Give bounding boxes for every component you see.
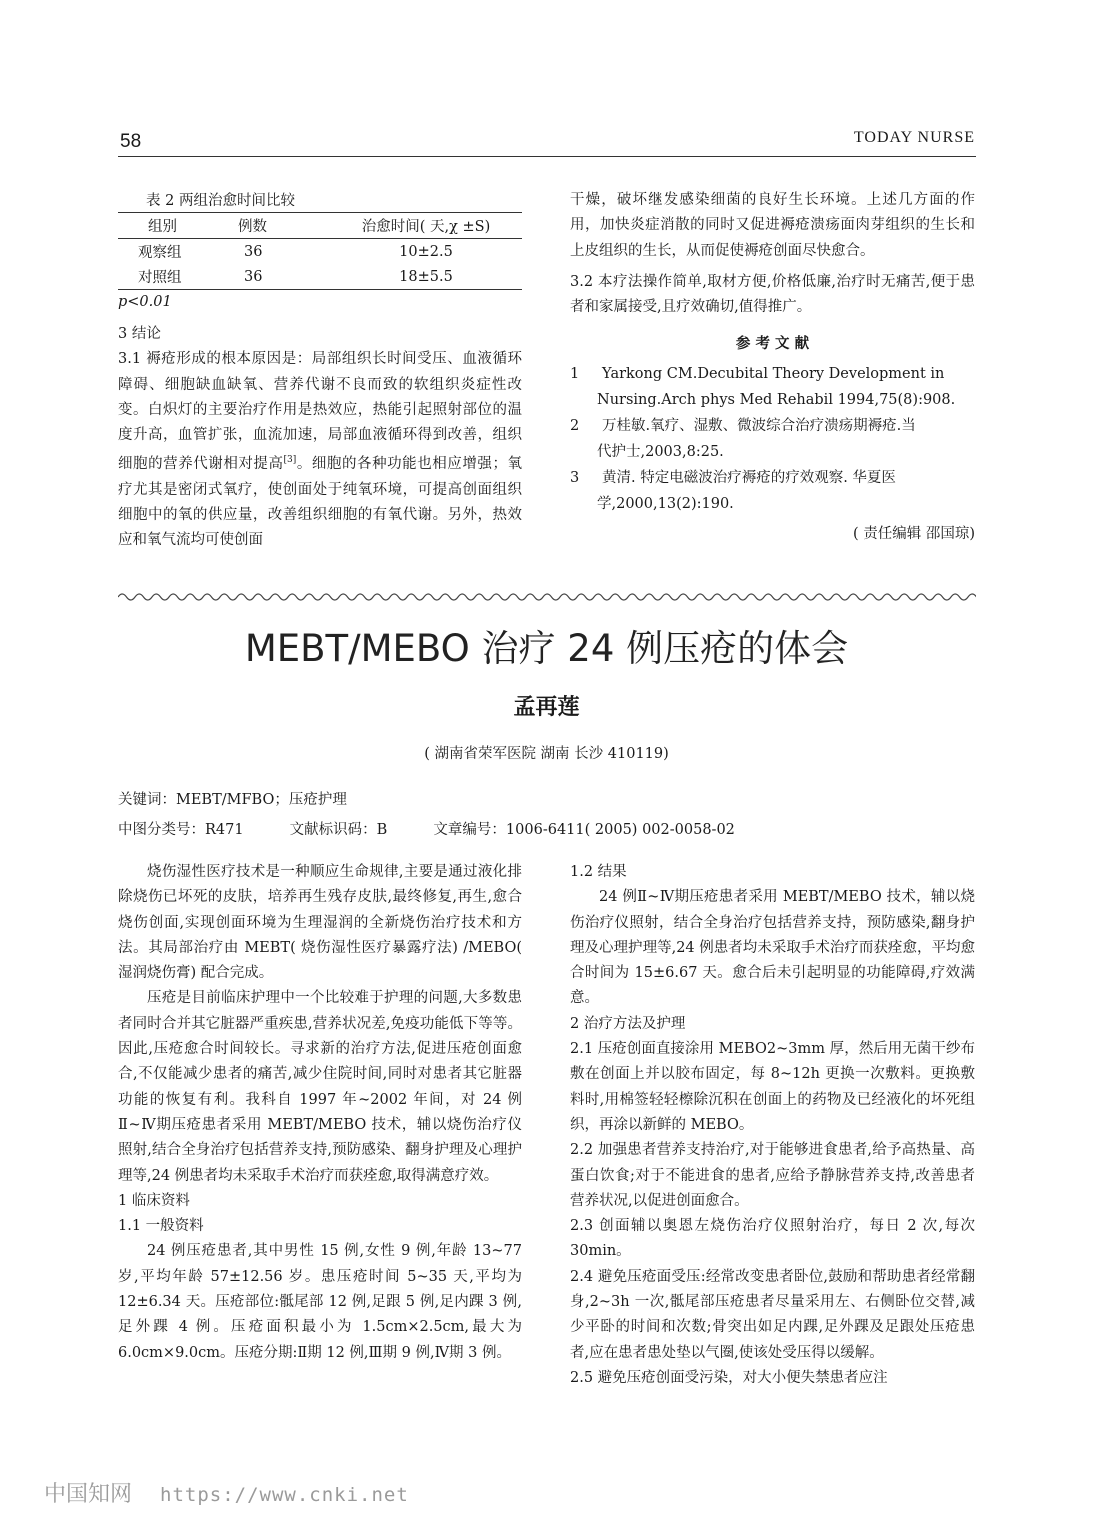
- section-heading: 2 治疗方法及护理: [570, 1015, 686, 1032]
- reference-item-cont: Nursing.Arch phys Med Rehabil 1994,75(8):908.: [597, 392, 956, 409]
- body-left-column: [118, 860, 522, 1366]
- table-cell: 对照组: [138, 270, 182, 286]
- table-header-cell: 治愈时间( 天,χ ±S): [361, 219, 491, 235]
- citation: [3]: [283, 455, 297, 466]
- table-row: [118, 239, 522, 265]
- table-row: [118, 264, 522, 290]
- article-keywords: 关键词：MEBT/MFBO；压疮护理: [118, 792, 347, 808]
- section-heading: 1.2 结果: [570, 864, 627, 880]
- references-list: [570, 361, 975, 517]
- header-rule: [118, 156, 976, 157]
- table-cell: 18±5.5: [399, 268, 453, 285]
- table-note: p<0.01: [118, 294, 172, 310]
- page-number: 58: [120, 131, 142, 152]
- table-caption: 表 2 两组治愈时间比较: [146, 193, 295, 209]
- paragraph: 压疮是目前临床护理中一个比较难于护理的问题,大多数患者同时合并其它脏器严重疾患,营养状况差,免疫功能低下等等。因此,压疮愈合时间较长。寻求新的治疗方法,促进压疮创面愈合,不仅能减少患者的痛苦,减少住院时间,同时对患者其它脏器功能的恢复有利。我科自 1997 年~2002 年间，对 24 例Ⅱ~Ⅳ期压疮患者采用 MEBT/MEBO 技术，辅以烧伤治疗仪照射,结合全身治疗包括营养支持,预防感染、翻身护理及心理护理等,24 例患者均未采取手术治疗而获痊愈,取得满意疗效。: [118, 990, 522, 1184]
- paragraph: 3.2 本疗法操作简单,取材方便,价格低廉,治疗时无痛苦,便于患者和家属接受,且疗效确切,值得推广。: [570, 273, 975, 316]
- references-title: 参 考 文 献: [735, 335, 810, 353]
- editor-note: ( 责任编辑 邵国琼): [852, 526, 975, 543]
- section-heading: 1.1 一般资料: [118, 1218, 204, 1235]
- table-cell: 36: [244, 268, 263, 285]
- reference-item-cont: 学,2000,13(2):190.: [597, 496, 734, 513]
- reference-item: 1 Yarkong CM.Decubital Theory Development in: [570, 366, 945, 383]
- cnki-watermark: [44, 1477, 409, 1508]
- paragraph: 干燥，破坏继发感染细菌的良好生长环境。上述几方面的作用，加快炎症消散的同时又促进褥疮溃疡面肉芽组织的生长和上皮组织的生长，从而促使褥疮创面尽快愈合。: [570, 192, 975, 259]
- section-heading: 3 结论: [118, 326, 161, 342]
- watermark-url: https://www.cnki.net: [160, 1484, 409, 1506]
- paragraph-text: 。细胞的各种功能也相应增强；氧疗尤其是密闭式氧疗，使创面处于纯氧环境，可提高创面组织细胞中的氧的供应量，改善组织细胞的有氧代谢。另外，热效应和氧气流均可使创面: [118, 456, 523, 549]
- table2: [118, 212, 522, 290]
- paragraph: [118, 347, 522, 553]
- paragraph: 烧伤湿性医疗技术是一种顺应生命规律,主要是通过液化排除烧伤已坏死的皮肤，培养再生残存皮肤,最终修复,再生,愈合烧伤创面,实现创面环境为生理湿润的全新烧伤治疗技术和方法。其局部治疗由 MEBT( 烧伤湿性医疗暴露疗法) /MEBO( 湿润烧伤膏) 配合完成。: [118, 864, 522, 982]
- body-right-column: [570, 860, 975, 1391]
- article-affiliation: ( 湖南省荣军医院 湖南 长沙 410119): [424, 746, 669, 762]
- reference-item: 3 黄清. 特定电磁波治疗褥疮的疗效观察. 华夏医: [570, 470, 896, 487]
- table-cell: 36: [244, 243, 263, 260]
- left-top-column: [118, 322, 522, 554]
- paragraph: 2.5 避免压疮创面受污染，对大小便失禁患者应注: [570, 1369, 888, 1386]
- paragraph-text: 3.1 褥疮形成的根本原因是：局部组织长时间受压、血液循环障碍、细胞缺血缺氧、营养代谢不良而致的软组织炎症性改变。白炽灯的主要治疗作用是热效应，热能引起照射部位的温度升高，血管扩张，血流加速，局部血液循环得到改善，组织细胞的营养代谢相对提高: [118, 351, 522, 473]
- paragraph: 2.4 避免压疮面受压:经常改变患者卧位,鼓励和帮助患者经常翻身,2~3h 一次,骶尾部压疮患者尽量采用左、右侧卧位交替,减少平卧的时间和次数;骨突出如足内踝,足外踝及足跟处压疮患者,应在患者患处垫以气圈,使该处受压得以缓解。: [570, 1268, 975, 1361]
- right-top-column: [570, 188, 975, 547]
- section-heading: 1 临床资料: [118, 1192, 190, 1209]
- wave-divider: [118, 590, 976, 604]
- article-classification: 中图分类号：R471 文献标识码：B 文章编号：1006-6411( 2005) 002-0058-02: [118, 822, 735, 838]
- reference-item: 2 万桂敏.氧疗、湿敷、微波综合治疗溃疡期褥疮.当: [570, 418, 916, 435]
- paragraph: 24 例压疮患者,其中男性 15 例,女性 9 例,年龄 13~77 岁,平均年龄 57±12.56 岁。患压疮时间 5~35 天,平均为 12±6.34 天。压疮部位:骶尾部 12 例,足跟 5 例,足内踝 3 例,足外踝 4 例。压疮面积最小为 1.5cm×2.5cm,最大为 6.0cm×9.0cm。压疮分期:Ⅱ期 12 例,Ⅲ期 9 例,Ⅳ期 3 例。: [118, 1243, 522, 1361]
- table-header-cell: 例数: [238, 219, 267, 235]
- table-cell: 10±2.5: [399, 243, 453, 260]
- watermark-cn: 中国知网: [44, 1482, 133, 1507]
- table2-block: [118, 190, 522, 314]
- article-author: 孟再莲: [513, 695, 580, 720]
- table-cell: 观察组: [138, 245, 182, 261]
- paragraph: 2.2 加强患者营养支持治疗,对于能够进食患者,给予高热量、高蛋白饮食;对于不能进食的患者,应给予静脉营养支持,改善患者营养状况,以促进创面愈合。: [570, 1142, 975, 1209]
- table-header-row: [118, 213, 522, 239]
- paragraph: 24 例Ⅱ~Ⅳ期压疮患者采用 MEBT/MEBO 技术，辅以烧伤治疗仪照射，结合全身治疗包括营养支持，预防感染,翻身护理及心理护理等,24 例患者均未采取手术治疗而获痊愈，平均愈合时间为 15±6.67 天。愈合后未引起明显的功能障碍,疗效满意。: [570, 889, 975, 1007]
- article-title: MEBT/MEBO 治疗 24 例压疮的体会: [244, 627, 849, 670]
- journal-name: TODAY NURSE: [853, 129, 975, 146]
- table-header-cell: 组别: [148, 219, 177, 235]
- paragraph: 2.1 压疮创面直接涂用 MEBO2~3mm 厚，然后用无菌干纱布敷在创面上并以胶布固定，每 8~12h 更换一次敷料。更换敷料时,用棉签轻轻檫除沉积在创面上的药物及已经液化的坏死组织，再涂以新鲜的 MEBO。: [570, 1041, 975, 1133]
- reference-item-cont: 代护士,2003,8:25.: [597, 444, 724, 461]
- paragraph: 2.3 创面辅以奥恩左烧伤治疗仪照射治疗，每日 2 次,每次 30min。: [570, 1218, 975, 1260]
